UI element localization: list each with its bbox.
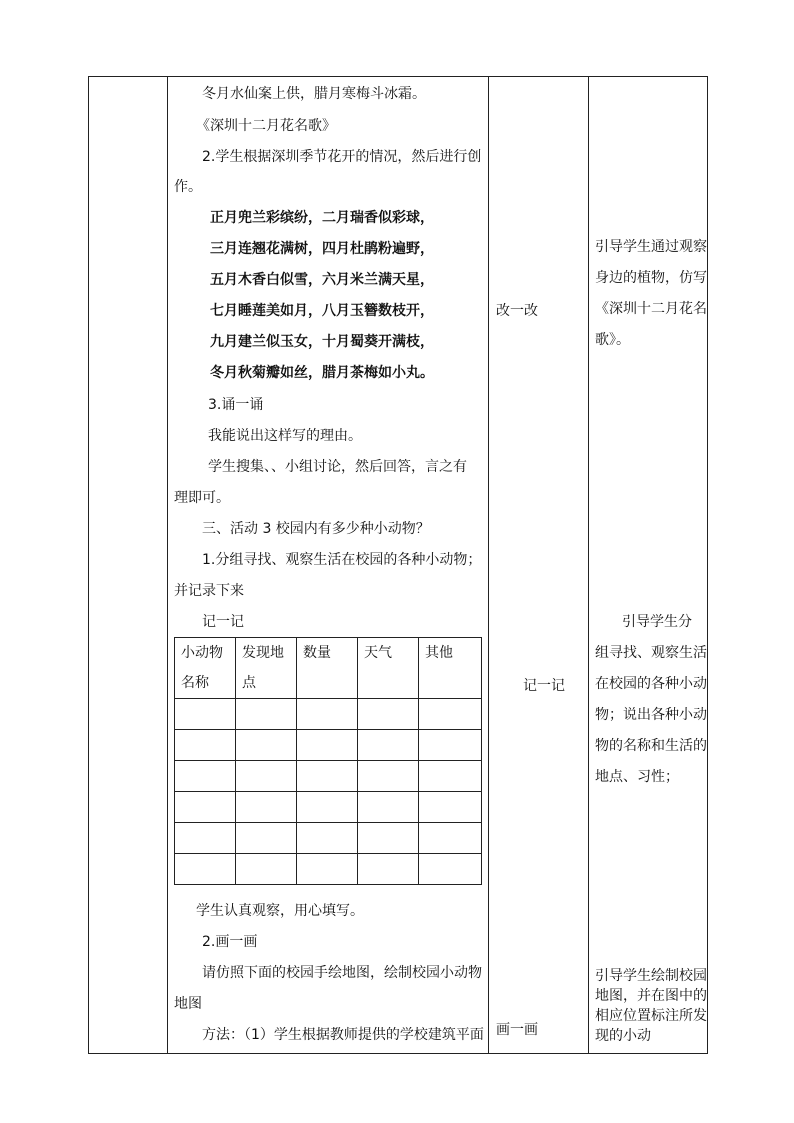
table-cell[interactable] — [175, 823, 236, 854]
draw-heading: 2.画一画 — [202, 934, 258, 950]
table-cell[interactable] — [236, 730, 297, 761]
table-cell[interactable] — [297, 823, 358, 854]
table-cell[interactable] — [297, 699, 358, 730]
poem-line-winter: 冬月水仙案上供，腊月寒梅斗冰霜。 — [202, 86, 426, 102]
header-quantity: 数量 — [297, 638, 358, 699]
table-cell[interactable] — [175, 699, 236, 730]
method-text: 方法：（1）学生根据教师提供的学校建筑平面 — [202, 1027, 484, 1043]
song-title: 《深圳十二月花名歌》 — [196, 118, 336, 134]
poem-line-2: 三月连翘花满树，四月杜鹃粉遍野， — [210, 241, 434, 257]
table-header-row — [175, 638, 482, 699]
table-cell[interactable] — [175, 730, 236, 761]
col-line-0 — [88, 76, 89, 1054]
table-cell[interactable] — [297, 854, 358, 885]
activity-label-draw: 画一画 — [496, 1022, 538, 1038]
table-row — [175, 699, 482, 730]
col-line-1 — [167, 76, 168, 1054]
poem-line-1: 正月兜兰彩缤纷，二月瑞香似彩球， — [210, 210, 434, 226]
header-other: 其他 — [419, 638, 482, 699]
draw-instruction-cont: 地图 — [174, 996, 202, 1012]
table-bottom-border — [88, 1053, 707, 1054]
col-line-3 — [588, 76, 589, 1054]
table-cell[interactable] — [236, 761, 297, 792]
table-cell[interactable] — [419, 730, 482, 761]
header-animal-name: 小动物名称 — [175, 638, 236, 699]
header-location: 发现地点 — [236, 638, 297, 699]
table-row — [175, 854, 482, 885]
table-cell[interactable] — [358, 730, 419, 761]
guidance-text-3: 引导学生绘制校园地图，并在图中的相应位置标注所发现的小动 — [595, 968, 707, 1044]
table-row — [175, 730, 482, 761]
table-cell[interactable] — [358, 699, 419, 730]
table-cell[interactable] — [175, 854, 236, 885]
activity-3-heading: 三、活动 3 校园内有多少种小动物？ — [202, 521, 430, 537]
table-cell[interactable] — [419, 761, 482, 792]
table-cell[interactable] — [297, 730, 358, 761]
fill-instruction: 学生认真观察，用心填写。 — [196, 903, 364, 919]
poem-line-5: 九月建兰似玉女，十月蜀葵开满枝， — [210, 334, 434, 350]
table-cell[interactable] — [236, 792, 297, 823]
student-activity-text: 学生搜集、、小组讨论，然后回答，言之有 — [208, 459, 467, 475]
guidance-text-2: 组寻找、观察生活在校园的各种小动物；说出各种小动物的名称和生活的地点、习性； — [595, 645, 707, 785]
table-cell[interactable] — [297, 761, 358, 792]
table-row — [175, 761, 482, 792]
table-cell[interactable] — [358, 823, 419, 854]
table-row — [175, 792, 482, 823]
table-cell[interactable] — [358, 761, 419, 792]
table-cell[interactable] — [297, 792, 358, 823]
table-cell[interactable] — [175, 792, 236, 823]
step-2-text: 2.学生根据深圳季节花开的情况，然后进行创 — [202, 149, 482, 165]
table-cell[interactable] — [358, 854, 419, 885]
table-top-border — [88, 76, 707, 77]
step-3-heading: 3.诵一诵 — [208, 397, 264, 413]
step-1-text-cont: 并记录下来 — [174, 583, 244, 599]
table-cell[interactable] — [236, 699, 297, 730]
table-cell[interactable] — [358, 792, 419, 823]
table-cell[interactable] — [419, 792, 482, 823]
step-1-text: 1.分组寻找、观察生活在校园的各种小动物； — [202, 552, 482, 568]
activity-label-revise: 改一改 — [496, 303, 538, 319]
draw-instruction: 请仿照下面的校园手绘地图，绘制校园小动物 — [202, 965, 482, 981]
col-line-2 — [488, 76, 489, 1054]
header-weather: 天气 — [358, 638, 419, 699]
reason-text: 我能说出这样写的理由。 — [208, 428, 362, 444]
table-cell[interactable] — [175, 761, 236, 792]
table-cell[interactable] — [419, 823, 482, 854]
step-2-text-cont: 作。 — [174, 179, 202, 195]
table-cell[interactable] — [236, 854, 297, 885]
student-activity-text-cont: 理即可。 — [174, 490, 230, 506]
poem-line-6: 冬月秋菊瓣如丝，腊月茶梅如小丸。 — [210, 365, 434, 381]
poem-line-4: 七月睡莲美如月，八月玉簪数枝开， — [210, 303, 434, 319]
record-label: 记一记 — [202, 614, 244, 630]
table-row — [175, 823, 482, 854]
guidance-text-1: 引导学生通过观察身边的植物，仿写《深圳十二月花名歌》。 — [595, 239, 707, 348]
activity-label-record: 记一记 — [523, 678, 565, 694]
guidance-text-2-first: 引导学生分 — [622, 614, 692, 630]
animal-record-table — [174, 637, 482, 885]
table-cell[interactable] — [419, 699, 482, 730]
col-line-4 — [707, 76, 708, 1054]
poem-line-3: 五月木香白似雪，六月米兰满天星， — [210, 272, 434, 288]
table-cell[interactable] — [419, 854, 482, 885]
table-cell[interactable] — [236, 823, 297, 854]
